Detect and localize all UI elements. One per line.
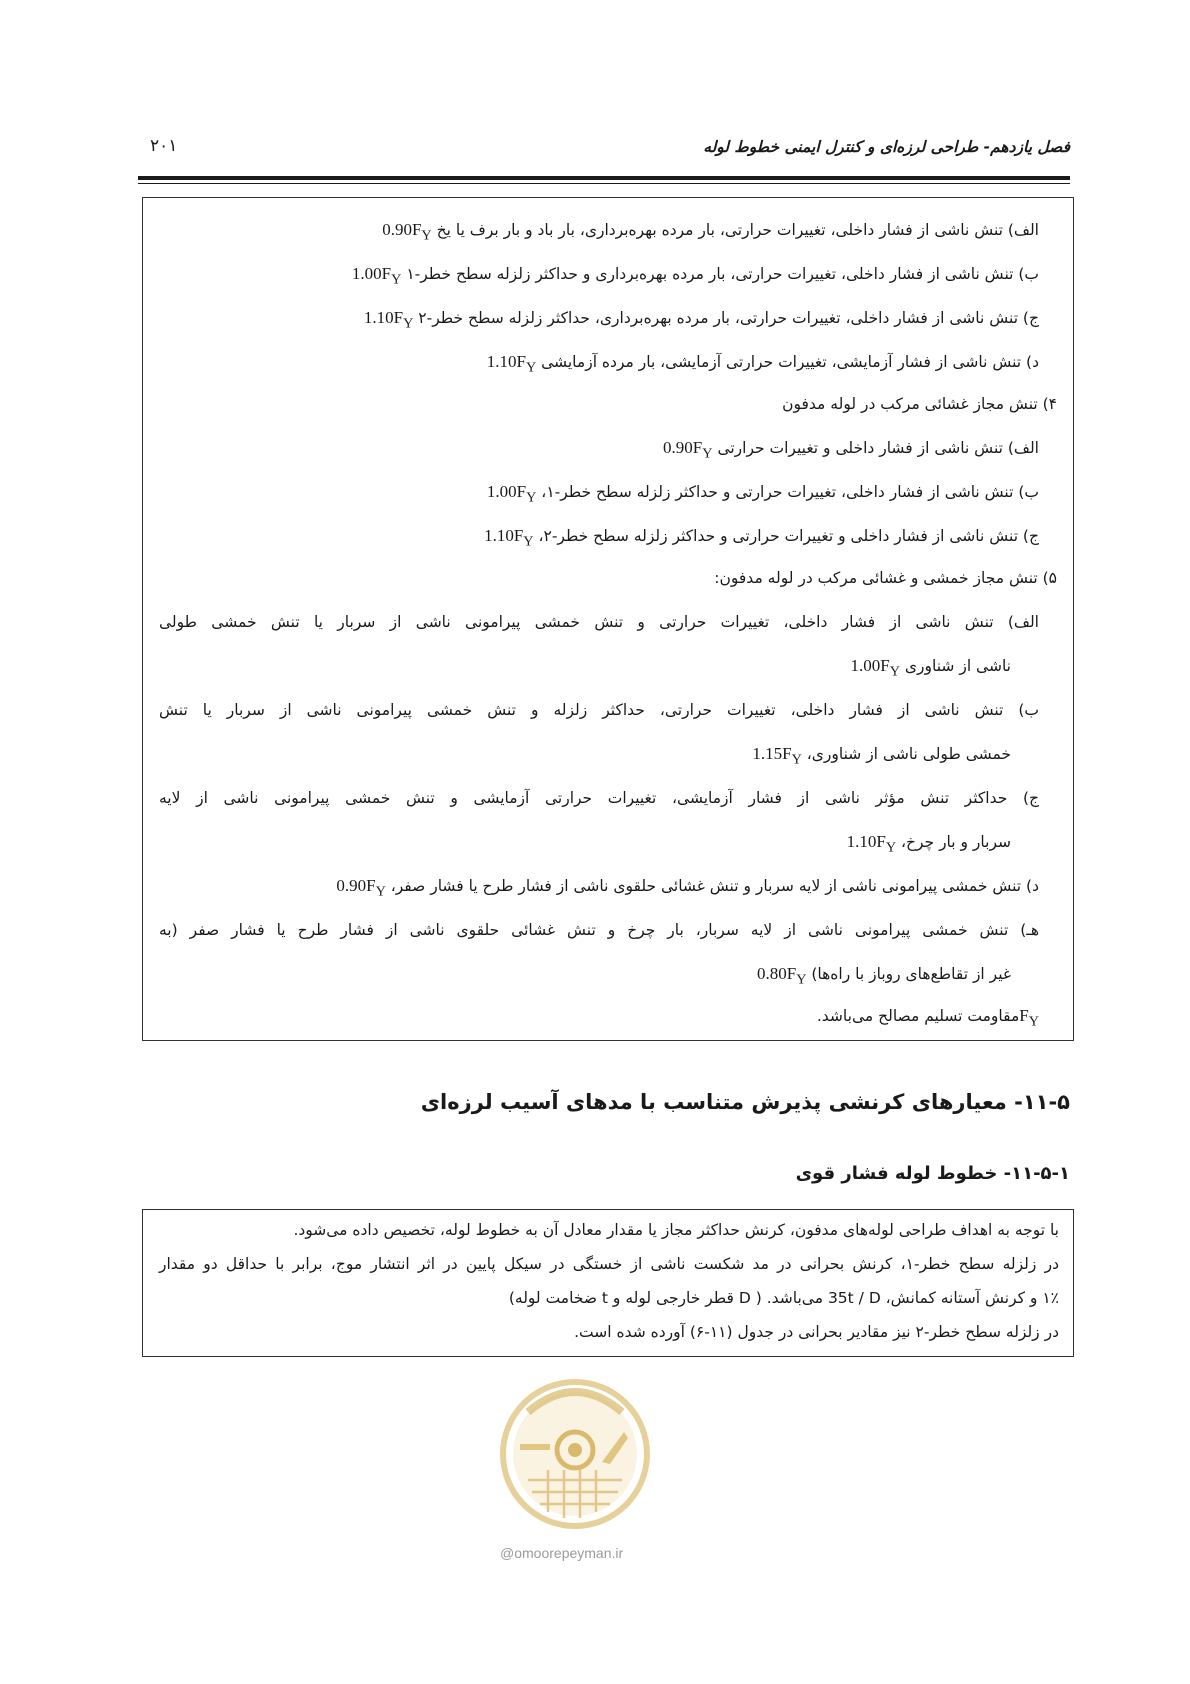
fy-value: $1.00F_Y$	[351, 264, 402, 288]
box1-line-1: الف) تنش ناشی از فشار داخلی، تغییرات حرارتی، بار مرده بهره‌برداری، بار باد و بار برف یا یخ $0.90F_Y$	[382, 220, 1039, 244]
watermark-logo-icon	[498, 1372, 652, 1534]
box1-line-17: هـ) تنش خمشی پیرامونی ناشی از لایه سربار، بار چرخ و تنش غشائی حلقوی ناشی از فشار طرح یا فشار صفر (به	[159, 921, 1039, 939]
fy-value: $0.90F_Y$	[336, 876, 386, 900]
box1-line-11: ناشی از شناوری $1.00F_Y$	[850, 656, 1011, 680]
running-header-title: فصل یازدهم- طراحی لرزه‌ای و کنترل ایمنی خطوط لوله	[703, 138, 1070, 156]
fy-value: $1.10F_Y$	[486, 352, 537, 376]
box1-line-18: غیر از تقاطع‌های روباز با راه‌ها) $0.80F_Y$	[756, 964, 1011, 988]
fy-value: $1.10F_Y$	[363, 308, 414, 332]
watermark-url: @omoorepeyman.ir	[500, 1545, 624, 1561]
box2-line-3: ۱٪ و کرنش آستانه کمانش، 35t / D می‌باشد. ( D قطر خارجی لوله و t ضخامت لوله)	[508, 1289, 1059, 1307]
box1-item-5-heading: ۵) تنش مجاز خمشی و غشائی مرکب در لوله مدفون:	[714, 569, 1057, 587]
box1-item-4-heading: ۴) تنش مجاز غشائی مرکب در لوله مدفون	[782, 395, 1057, 413]
header-rule-thin	[138, 183, 1070, 184]
box2-line-1: با توجه به اهداف طراحی لوله‌های مدفون، کرنش حداکثر مجاز یا مقدار معادل آن به خطوط لوله، تخصیص داده می‌شود.	[293, 1221, 1059, 1239]
box1-line-4: د) تنش ناشی از فشار آزمایشی، تغییرات حرارتی آزمایشی، بار مرده آزمایشی $1.10F_Y$	[486, 352, 1039, 376]
header-rule-thick	[138, 176, 1070, 180]
box1-line-8: ج) تنش ناشی از فشار داخلی و تغییرات حرارتی و حداکثر زلزله سطح خطر-۲، $1.10F_Y$	[484, 526, 1039, 550]
section-title: ۱۱-۵- معیارهای کرنشی پذیرش متناسب با مدهای آسیب لرزه‌ای	[420, 1090, 1070, 1114]
fy-value: $1.15F_Y$	[752, 744, 802, 768]
box1-line-12: ب) تنش ناشی از فشار داخلی، تغییرات حرارتی، حداکثر زلزله و تنش خمشی پیرامونی ناشی از سربار یا تنش	[159, 701, 1039, 719]
box1-line-6: الف) تنش ناشی از فشار داخلی و تغییرات حرارتی $0.90F_Y$	[663, 438, 1039, 462]
box1-line-14: ج) حداکثر تنش مؤثر ناشی از فشار آزمایشی، تغییرات حرارتی آزمایشی و تنش خمشی پیرامونی ناشی از لایه	[159, 789, 1039, 807]
box2-line-2: در زلزله سطح خطر-۱، کرنش بحرانی در مد شکست ناشی از خستگی در سیکل پایین در اثر انتشار موج، برابر با حداقل دو مقدار	[159, 1255, 1059, 1273]
page-number: ۲۰۱	[150, 136, 178, 156]
box1-line-2: ب) تنش ناشی از فشار داخلی، تغییرات حرارتی، بار مرده بهره‌برداری و حداکثر زلزله سطح خطر-۱ $1.00F_Y$	[351, 264, 1039, 288]
at-sign-icon: @	[500, 1545, 515, 1561]
fy-value: $0.90F_Y$	[382, 220, 432, 244]
fy-value: $1.10F_Y$	[484, 526, 534, 550]
fy-value: $0.90F_Y$	[663, 438, 713, 462]
fy-symbol: $F_Y$	[1019, 1006, 1039, 1030]
strain-criteria-box	[142, 1209, 1074, 1357]
fy-value: $0.80F_Y$	[756, 964, 807, 988]
box2-line-4: در زلزله سطح خطر-۲ نیز مقادیر بحرانی در جدول (۱۱-۶) آورده شده است.	[574, 1323, 1059, 1341]
box1-line-13: خمشی طولی ناشی از شناوری، $1.15F_Y$	[752, 744, 1011, 768]
box1-line-19: $F_Yمقاومت$ تسلیم مصالح می‌باشد.	[816, 1006, 1039, 1030]
box1-line-7: ب) تنش ناشی از فشار داخلی، تغییرات حرارتی و حداکثر زلزله سطح خطر-۱، $1.00F_Y$	[486, 482, 1039, 506]
box1-line-3: ج) تنش ناشی از فشار داخلی، تغییرات حرارتی، بار مرده بهره‌برداری، حداکثر زلزله سطح خطر-۲ $1.10F_Y$	[363, 308, 1039, 332]
box1-line-16: د) تنش خمشی پیرامونی ناشی از لایه سربار و تنش غشائی حلقوی ناشی از فشار طرح یا فشار صفر، $0.90F_Y$	[336, 876, 1039, 900]
stress-limits-box	[142, 197, 1074, 1041]
subsection-title: ۱۱-۵-۱- خطوط لوله فشار قوی	[795, 1163, 1070, 1184]
fy-value: $1.10F_Y$	[846, 832, 897, 856]
fy-value: $1.00F_Y$	[850, 656, 900, 680]
fy-value: $1.00F_Y$	[486, 482, 537, 506]
box1-line-10: الف) تنش ناشی از فشار داخلی، تغییرات حرارتی و تنش خمشی پیرامونی ناشی از سربار یا تنش خمشی طولی	[159, 613, 1039, 631]
box1-line-15: سربار و بار چرخ، $1.10F_Y$	[846, 832, 1011, 856]
